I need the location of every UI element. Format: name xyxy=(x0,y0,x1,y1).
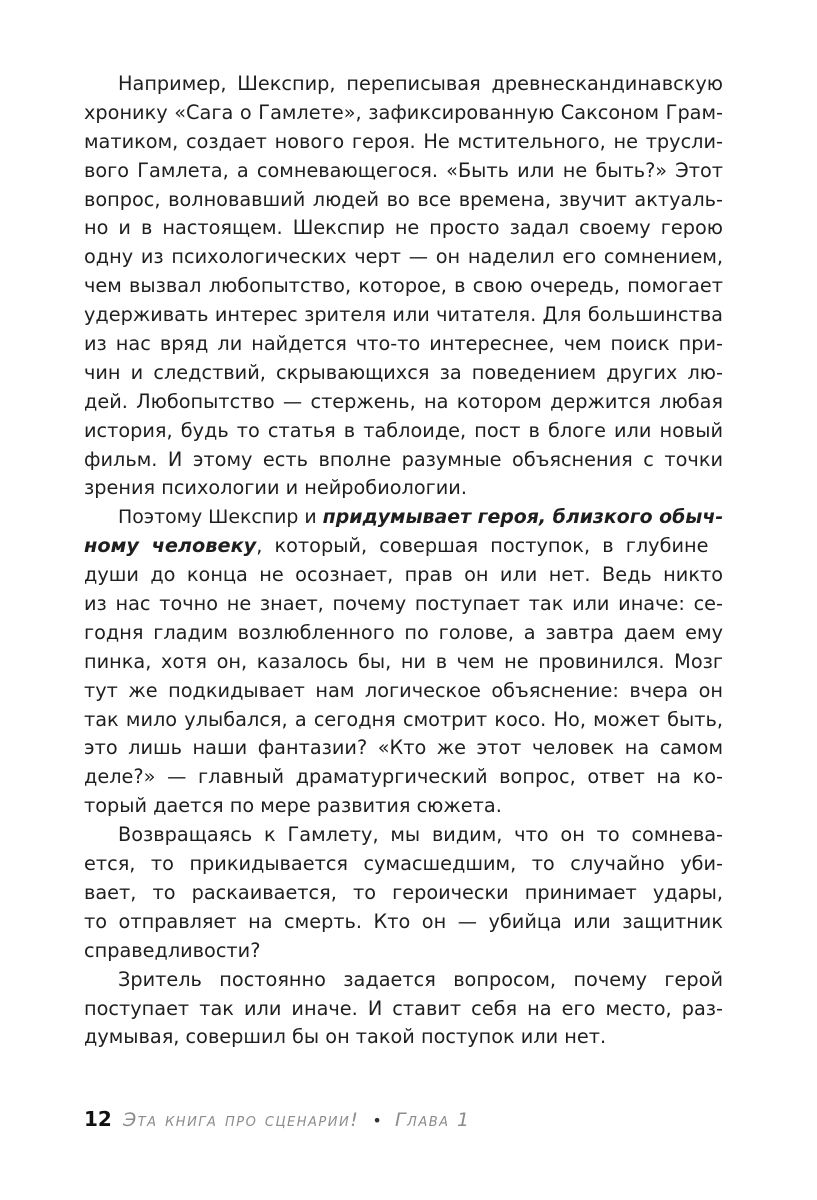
emphasized-text: придумывает героя, близкого обыч- xyxy=(322,506,724,529)
text-line: фильм. И этому есть вполне разумные объяснения с точки xyxy=(84,447,723,471)
text-line: ется, то прикидывается сумасшедшим, то случайно уби- xyxy=(84,852,723,876)
text-line: деле?» — главный драматургический вопрос, ответ на ко- xyxy=(84,765,723,789)
text-line: хронику «Сага о Гамлете», зафиксированную Саксоном Грам- xyxy=(84,100,723,124)
text-run: Поэтому Шекспир и xyxy=(118,506,323,529)
page-body-text xyxy=(84,70,723,1052)
text-line: души до конца не осознает, прав он или нет. Ведь никто xyxy=(84,563,723,587)
text-line: но и в настоящем. Шекспир не просто задал своему герою xyxy=(84,216,723,240)
text-line: вает, то раскаивается, то героически принимает удары, xyxy=(84,880,723,904)
text-line: торый дается по мере развития сюжета. xyxy=(84,794,502,818)
running-head-title: Эта книга про сценарии! xyxy=(122,1109,360,1131)
text-line xyxy=(84,503,723,532)
text-line: думывая, совершил бы он такой поступок или нет. xyxy=(84,1025,607,1049)
text-line: то отправляет на смерть. Кто он — убийца или защитник xyxy=(84,909,723,933)
text-line: удерживать интерес зрителя или читателя. Для большинства xyxy=(84,303,723,327)
text-line: одну из психологических черт — он наделил его сомнением, xyxy=(84,245,723,269)
text-line: так мило улыбался, а сегодня смотрит косо. Но, может быть, xyxy=(84,707,723,731)
page-footer xyxy=(84,1103,471,1135)
text-line: Возвращаясь к Гамлету, мы видим, что он то сомнева- xyxy=(118,823,723,847)
text-line: поступает так или иначе. И ставит себя на его место, раз- xyxy=(84,996,723,1020)
text-line: справедливости? xyxy=(84,938,261,962)
text-line: вого Гамлета, а сомневающегося. «Быть или не быть?» Этот xyxy=(84,158,723,182)
emphasized-text: ному человеку xyxy=(84,534,257,558)
text-line: дей. Любопытство — стержень, на котором держится любая xyxy=(84,389,723,413)
text-line: вопрос, волновавший людей во все времена, звучит актуаль- xyxy=(84,187,723,211)
text-line: чин и следствий, скрывающихся за поведением других лю- xyxy=(84,360,723,384)
text-line: пинка, хотя он, казалось бы, ни в чем не провинился. Мозг xyxy=(84,649,723,673)
text-line: тут же подкидывает нам логическое объяснение: вчера он xyxy=(84,678,723,702)
text-line: зрения психологии и нейробиологии. xyxy=(84,476,467,500)
bullet-separator: • xyxy=(372,1111,382,1130)
text-run: , который, совершая поступок, в глубине xyxy=(256,534,709,558)
text-line: Например, Шекспир, переписывая древнескандинавскую xyxy=(118,72,723,95)
text-line: Зритель постоянно задается вопросом, почему герой xyxy=(118,967,723,991)
text-line: матиком, создает нового героя. Не мстительного, не трусли- xyxy=(84,129,723,153)
text-line: из нас точно не знает, почему поступает так или иначе: се- xyxy=(84,592,723,616)
text-line: чем вызвал любопытство, которое, в свою очередь, помогает xyxy=(84,274,723,298)
text-line xyxy=(84,532,723,561)
text-line: история, будь то статья в таблоиде, пост в блоге или новый xyxy=(84,418,723,442)
text-line: из нас вряд ли найдется что-то интереснее, чем поиск при- xyxy=(84,332,723,356)
text-line: годня гладим возлюбленного по голове, а завтра даем ему xyxy=(84,620,723,644)
running-head-chapter: Глава 1 xyxy=(394,1109,471,1131)
page-number: 12 xyxy=(84,1107,112,1131)
text-line: это лишь наши фантазии? «Кто же этот человек на самом xyxy=(84,736,723,760)
